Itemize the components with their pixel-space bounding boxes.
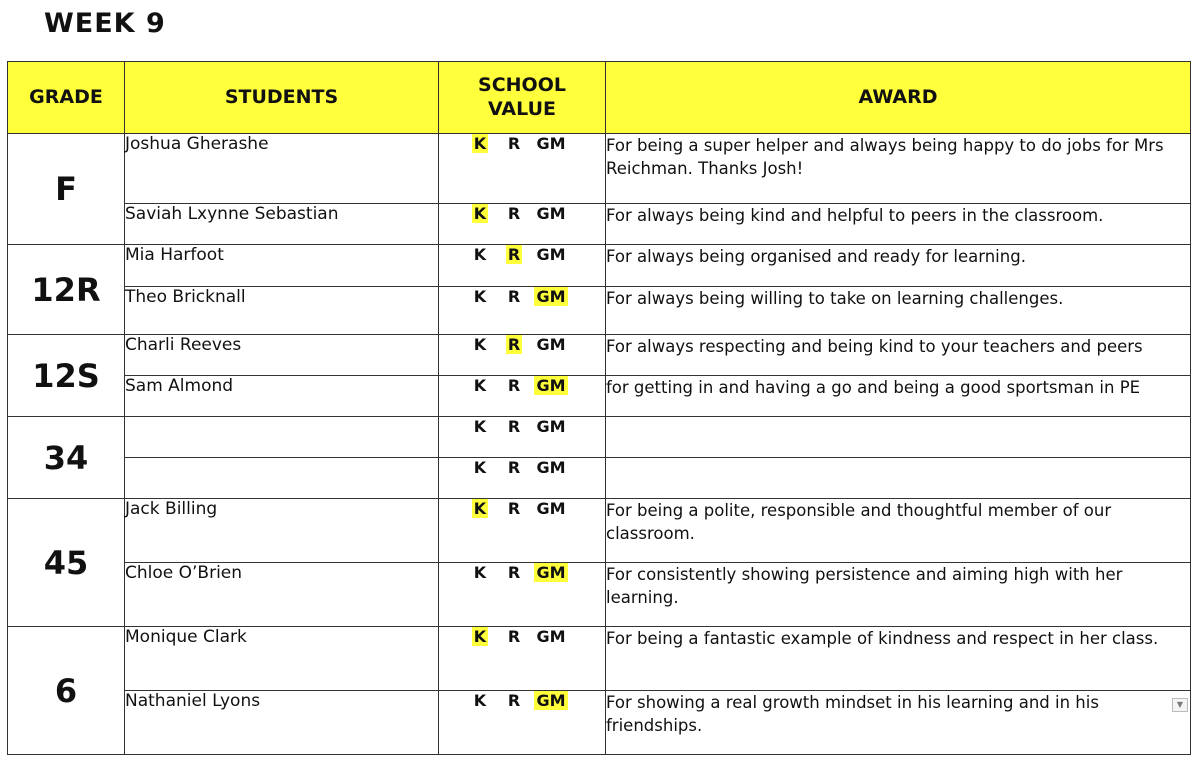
value-r[interactable]: R [507,563,521,582]
school-value-cell [439,499,606,563]
school-value-cell [439,627,606,691]
school-value-cell [439,691,606,755]
page-title: WEEK 9 [44,8,166,39]
header-school-value [439,62,606,134]
school-value-cell [439,376,606,417]
table-row [8,563,1191,627]
value-k[interactable]: K [473,376,487,395]
student-name[interactable] [125,458,439,499]
table-row [8,245,1191,287]
school-value-cell [439,287,606,335]
table-row [8,134,1191,204]
table-row [8,335,1191,376]
value-gm[interactable]: GM [536,245,566,264]
student-name[interactable]: Monique Clark [125,627,439,691]
value-r[interactable]: R [507,204,521,223]
table-row [8,204,1191,245]
header-grade: GRADE [8,62,125,134]
school-value-options [439,245,605,264]
school-value-cell [439,335,606,376]
award-text[interactable] [606,458,1191,499]
grade-cell: 12S [8,335,125,417]
value-gm[interactable]: GM [536,417,566,436]
value-k[interactable]: K [473,691,487,710]
awards-table [7,61,1191,755]
value-gm[interactable]: GM [536,134,566,153]
school-value-options [439,563,605,582]
value-r[interactable]: R [507,627,521,646]
award-text[interactable]: For always being organised and ready for learning. [606,245,1191,287]
value-k[interactable]: K [473,499,487,518]
award-text[interactable]: For being a polite, responsible and thoughtful member of our classroom. [606,499,1191,563]
value-k[interactable]: K [473,245,487,264]
award-text[interactable]: For being a fantastic example of kindness and respect in her class. [606,627,1191,691]
value-gm[interactable]: GM [536,204,566,223]
award-text[interactable]: For always being kind and helpful to peers in the classroom. [606,204,1191,245]
value-k[interactable]: K [473,563,487,582]
header-students: STUDENTS [125,62,439,134]
table-row [8,499,1191,563]
header-row [8,62,1191,134]
value-gm[interactable]: GM [534,376,568,395]
value-k[interactable]: K [473,134,487,153]
value-k[interactable]: K [473,627,487,646]
header-school-value-line2: VALUE [488,97,556,120]
student-name[interactable]: Saviah Lxynne Sebastian [125,204,439,245]
award-text[interactable]: For always being willing to take on learning challenges. [606,287,1191,335]
value-gm[interactable]: GM [536,499,566,518]
table-row [8,287,1191,335]
grade-cell: F [8,134,125,245]
table-row [8,417,1191,458]
value-k[interactable]: K [473,417,487,436]
value-r[interactable]: R [507,245,521,264]
value-r[interactable]: R [507,691,521,710]
student-name[interactable] [125,417,439,458]
student-name[interactable]: Charli Reeves [125,335,439,376]
student-name[interactable]: Jack Billing [125,499,439,563]
value-gm[interactable]: GM [536,335,566,354]
header-school-value-line1: SCHOOL [478,73,566,96]
value-r[interactable]: R [507,134,521,153]
school-value-cell [439,417,606,458]
award-text[interactable]: For showing a real growth mindset in his learning and in his friendships. [606,691,1191,755]
value-k[interactable]: K [473,335,487,354]
student-name[interactable]: Sam Almond [125,376,439,417]
award-text[interactable] [606,417,1191,458]
value-gm[interactable]: GM [536,458,566,477]
value-gm[interactable]: GM [536,627,566,646]
school-value-options [439,417,605,436]
grade-cell: 6 [8,627,125,755]
school-value-options [439,458,605,477]
student-name[interactable]: Joshua Gherashe [125,134,439,204]
student-name[interactable]: Theo Bricknall [125,287,439,335]
grade-cell: 12R [8,245,125,335]
value-k[interactable]: K [473,204,487,223]
school-value-options [439,376,605,395]
school-value-options [439,287,605,306]
table-row [8,627,1191,691]
value-r[interactable]: R [507,417,521,436]
school-value-cell [439,458,606,499]
award-text[interactable]: For consistently showing persistence and aiming high with her learning. [606,563,1191,627]
value-gm[interactable]: GM [534,691,568,710]
header-award: AWARD [606,62,1191,134]
table-row [8,458,1191,499]
value-k[interactable]: K [473,458,487,477]
school-value-cell [439,134,606,204]
school-value-options [439,204,605,223]
award-text[interactable]: For always respecting and being kind to your teachers and peers [606,335,1191,376]
grade-cell: 34 [8,417,125,499]
award-text[interactable]: for getting in and having a go and being a good sportsman in PE [606,376,1191,417]
student-name[interactable]: Mia Harfoot [125,245,439,287]
school-value-options [439,335,605,354]
school-value-cell [439,563,606,627]
value-gm[interactable]: GM [534,287,568,306]
award-text[interactable]: For being a super helper and always being happy to do jobs for Mrs Reichman. Thanks Josh! [606,134,1191,204]
dropdown-arrow-icon[interactable]: ▼ [1172,698,1188,712]
school-value-options [439,627,605,646]
school-value-options [439,134,605,153]
school-value-options [439,499,605,518]
school-value-cell [439,245,606,287]
table-row [8,376,1191,417]
value-r[interactable]: R [507,458,521,477]
value-r[interactable]: R [507,499,521,518]
value-r[interactable]: R [507,376,521,395]
student-name[interactable]: Nathaniel Lyons [125,691,439,755]
grade-cell: 45 [8,499,125,627]
value-r[interactable]: R [507,287,521,306]
school-value-cell [439,204,606,245]
value-gm[interactable]: GM [534,563,568,582]
value-r[interactable]: R [507,335,521,354]
table-row [8,691,1191,755]
student-name[interactable]: Chloe O’Brien [125,563,439,627]
value-k[interactable]: K [473,287,487,306]
school-value-options [439,691,605,710]
